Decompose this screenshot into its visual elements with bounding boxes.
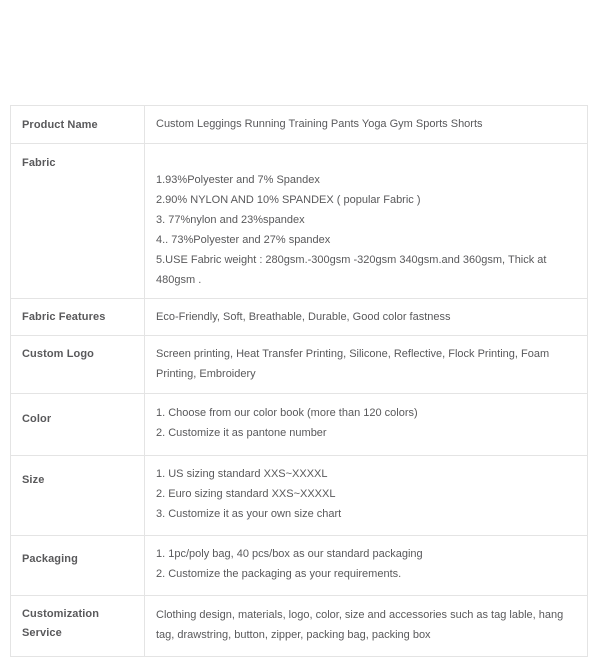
row-label-color: Color [11,394,145,456]
value-line: 3. Customize it as your own size chart [156,508,342,520]
row-value-color [145,394,588,456]
value-line: Screen printing, Heat Transfer Printing, Silicone, Reflective, Flock Printing, Foam Printing, Embroidery [156,348,553,380]
table-row [11,106,588,144]
value-line: 1.93%Polyester and 7% Spandex [156,174,320,186]
table-row [11,394,588,456]
value-line: 2. Customize the packaging as your requirements. [156,568,402,580]
value-line: 4.. 73%Polyester and 27% spandex [156,234,331,246]
table-row [11,596,588,657]
table-row [11,536,588,596]
row-value-product-name [145,106,588,144]
value-line: 1. Choose from our color book (more than 120 colors) [156,407,418,419]
row-label-fabric: Fabric [11,144,145,299]
value-line: Eco-Friendly, Soft, Breathable, Durable, Good color fastness [156,311,451,323]
row-label-custom-logo: Custom Logo [11,336,145,394]
value-line: 2. Euro sizing standard XXS~XXXXL [156,488,336,500]
row-label-fabric-features: Fabric Features [11,299,145,336]
spec-table-body [11,106,588,657]
table-row [11,299,588,336]
value-line: Clothing design, materials, logo, color, size and accessories such as tag lable, hang tag, drawstring, button, zipper, packing bag, packing box [156,609,567,641]
row-value-customization-service [145,596,588,657]
row-label-size: Size [11,456,145,536]
value-line: 5.USE Fabric weight : 280gsm.-300gsm -320gsm 340gsm.and 360gsm, Thick at 480gsm . [156,254,550,286]
table-row [11,336,588,394]
spec-table [10,105,588,657]
row-label-packaging: Packaging [11,536,145,596]
value-line: 2. Customize it as pantone number [156,427,327,439]
value-line: 1. US sizing standard XXS~XXXXL [156,468,328,480]
row-value-size [145,456,588,536]
row-value-packaging [145,536,588,596]
table-row [11,144,588,299]
row-value-fabric [145,144,588,299]
value-line: 1. 1pc/poly bag, 40 pcs/box as our standard packaging [156,548,423,560]
row-value-fabric-features [145,299,588,336]
table-row [11,456,588,536]
row-label-customization-service: Customization Service [11,596,145,657]
product-specification-table [10,105,588,657]
row-label-product-name: Product Name [11,106,145,144]
value-line: 3. 77%nylon and 23%spandex [156,214,305,226]
value-line: 2.90% NYLON AND 10% SPANDEX ( popular Fabric ) [156,194,421,206]
row-value-custom-logo [145,336,588,394]
value-line: Custom Leggings Running Training Pants Yoga Gym Sports Shorts [156,118,483,130]
